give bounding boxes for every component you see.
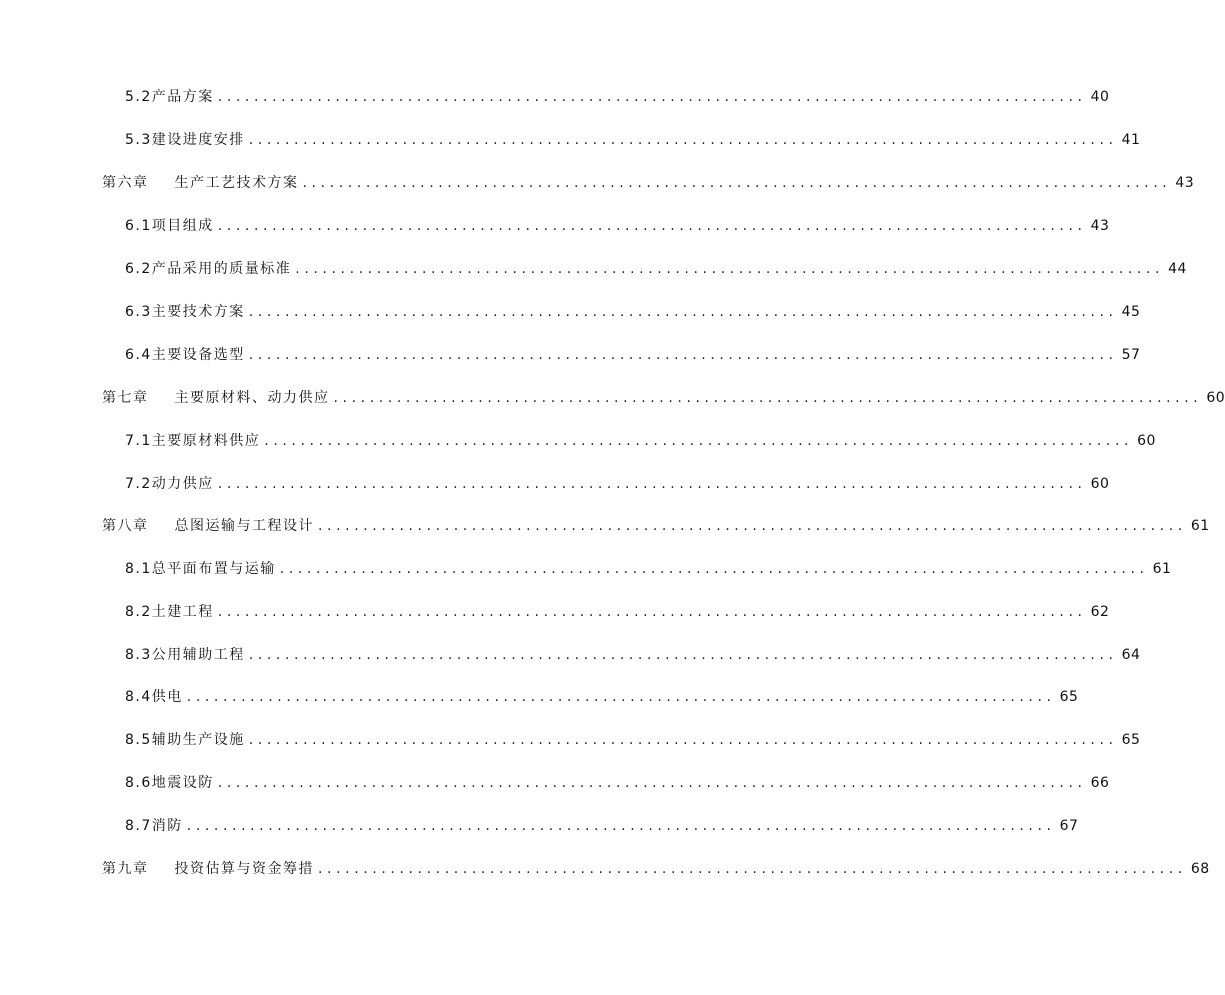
toc-entry-page-number: 57 <box>1121 347 1141 363</box>
dot-leader: ................................................................................................ <box>217 476 1087 492</box>
toc-entry-number: 7.2 <box>125 476 152 492</box>
toc-entry-number: 5.3 <box>125 132 152 148</box>
toc-entry-number: 6.1 <box>125 218 152 234</box>
dot-leader: ................................................................................................ <box>217 218 1087 234</box>
dot-leader: ................................................................................................ <box>264 433 1134 449</box>
toc-entry-title: 地震设防 <box>151 775 214 791</box>
toc-entry-page-number: 45 <box>1121 304 1141 320</box>
dot-leader: ................................................................................................ <box>217 89 1087 105</box>
toc-entry-title: 产品方案 <box>151 89 214 105</box>
toc-entry-6-4[interactable] <box>125 342 1141 364</box>
dot-leader: ................................................................................................ <box>186 689 1056 705</box>
toc-entry-page-number: 66 <box>1090 775 1110 791</box>
toc-entry-chapter-8[interactable] <box>102 513 1210 535</box>
toc-entry-title: 主要原材料供应 <box>151 433 261 449</box>
toc-entry-number: 8.3 <box>125 647 152 663</box>
toc-entry-title: 投资估算与资金筹措 <box>174 861 314 877</box>
toc-entry-number: 8.1 <box>125 561 152 577</box>
toc-entry-number: 8.4 <box>125 689 152 705</box>
toc-entry-6-2[interactable] <box>125 256 1187 278</box>
toc-chapter-number: 第八章 <box>102 518 149 534</box>
dot-leader: ................................................................................................ <box>248 347 1118 363</box>
toc-entry-page-number: 60 <box>1206 390 1225 406</box>
toc-entry-chapter-6[interactable] <box>102 170 1195 192</box>
dot-leader: ................................................................................................ <box>248 732 1118 748</box>
toc-entry-page-number: 40 <box>1090 89 1110 105</box>
dot-leader: ................................................................................................ <box>333 390 1203 406</box>
toc-chapter-number: 第六章 <box>102 175 149 191</box>
toc-entry-title: 总图运输与工程设计 <box>174 518 314 534</box>
dot-leader: ................................................................................................ <box>248 132 1118 148</box>
toc-entry-page-number: 62 <box>1090 604 1110 620</box>
toc-entry-7-1[interactable] <box>125 428 1156 450</box>
dot-leader: ................................................................................................ <box>248 304 1118 320</box>
toc-entry-5-2[interactable] <box>125 84 1110 106</box>
toc-entry-page-number: 68 <box>1190 861 1210 877</box>
dot-leader: ................................................................................................ <box>248 647 1118 663</box>
dot-leader: ................................................................................................ <box>217 604 1087 620</box>
dot-leader: ................................................................................................ <box>217 775 1087 791</box>
toc-entry-8-4[interactable] <box>125 684 1079 706</box>
toc-entry-7-2[interactable] <box>125 471 1110 493</box>
toc-entry-page-number: 61 <box>1152 561 1172 577</box>
toc-entry-8-5[interactable] <box>125 727 1141 749</box>
toc-entry-title: 土建工程 <box>151 604 214 620</box>
toc-entry-number: 6.2 <box>125 261 152 277</box>
toc-entry-title: 主要技术方案 <box>151 304 245 320</box>
dot-leader: ................................................................................................ <box>302 175 1172 191</box>
toc-entry-page-number: 44 <box>1168 261 1187 277</box>
toc-entry-page-number: 60 <box>1137 433 1156 449</box>
toc-entry-number: 7.1 <box>125 433 152 449</box>
toc-entry-8-7[interactable] <box>125 813 1079 835</box>
toc-entry-title: 辅助生产设施 <box>151 732 245 748</box>
toc-entry-chapter-7[interactable] <box>102 385 1225 407</box>
toc-entry-8-1[interactable] <box>125 556 1172 578</box>
toc-entry-page-number: 64 <box>1121 647 1141 663</box>
dot-leader: ................................................................................................ <box>318 861 1187 877</box>
toc-entry-title: 供电 <box>151 689 183 705</box>
toc-entry-page-number: 65 <box>1121 732 1141 748</box>
toc-entry-title: 生产工艺技术方案 <box>174 175 299 191</box>
toc-entry-title: 公用辅助工程 <box>151 647 245 663</box>
toc-entry-number: 8.6 <box>125 775 152 791</box>
toc-entry-number: 8.2 <box>125 604 152 620</box>
toc-entry-title: 主要设备选型 <box>151 347 245 363</box>
dot-leader: ................................................................................................ <box>186 818 1056 834</box>
toc-entry-chapter-9[interactable] <box>102 856 1210 878</box>
toc-entry-page-number: 67 <box>1059 818 1079 834</box>
dot-leader: ................................................................................................ <box>279 561 1149 577</box>
toc-entry-number: 6.3 <box>125 304 152 320</box>
toc-entry-page-number: 65 <box>1059 689 1079 705</box>
toc-entry-page-number: 43 <box>1175 175 1195 191</box>
toc-entry-number: 5.2 <box>125 89 152 105</box>
toc-entry-8-2[interactable] <box>125 599 1110 621</box>
toc-entry-6-3[interactable] <box>125 299 1141 321</box>
toc-entry-number: 8.5 <box>125 732 152 748</box>
toc-entry-title: 建设进度安排 <box>151 132 245 148</box>
toc-entry-title: 消防 <box>151 818 183 834</box>
toc-entry-title: 产品采用的质量标准 <box>151 261 292 277</box>
toc-entry-number: 8.7 <box>125 818 152 834</box>
toc-entry-8-6[interactable] <box>125 770 1110 792</box>
toc-entry-5-3[interactable] <box>125 127 1141 149</box>
dot-leader: ................................................................................................ <box>295 261 1165 277</box>
toc-chapter-number: 第九章 <box>102 861 149 877</box>
toc-entry-page-number: 43 <box>1090 218 1110 234</box>
toc-entry-title: 项目组成 <box>151 218 214 234</box>
toc-chapter-number: 第七章 <box>102 390 149 406</box>
toc-entry-page-number: 60 <box>1090 476 1110 492</box>
toc-entry-page-number: 61 <box>1190 518 1210 534</box>
toc-entry-6-1[interactable] <box>125 213 1110 235</box>
toc-entry-title: 主要原材料、动力供应 <box>174 390 330 406</box>
toc-entry-8-3[interactable] <box>125 642 1141 664</box>
toc-entry-number: 6.4 <box>125 347 152 363</box>
toc-entry-title: 总平面布置与运输 <box>151 561 276 577</box>
dot-leader: ................................................................................................ <box>318 518 1187 534</box>
toc-entry-page-number: 41 <box>1121 132 1141 148</box>
toc-entry-title: 动力供应 <box>151 476 214 492</box>
